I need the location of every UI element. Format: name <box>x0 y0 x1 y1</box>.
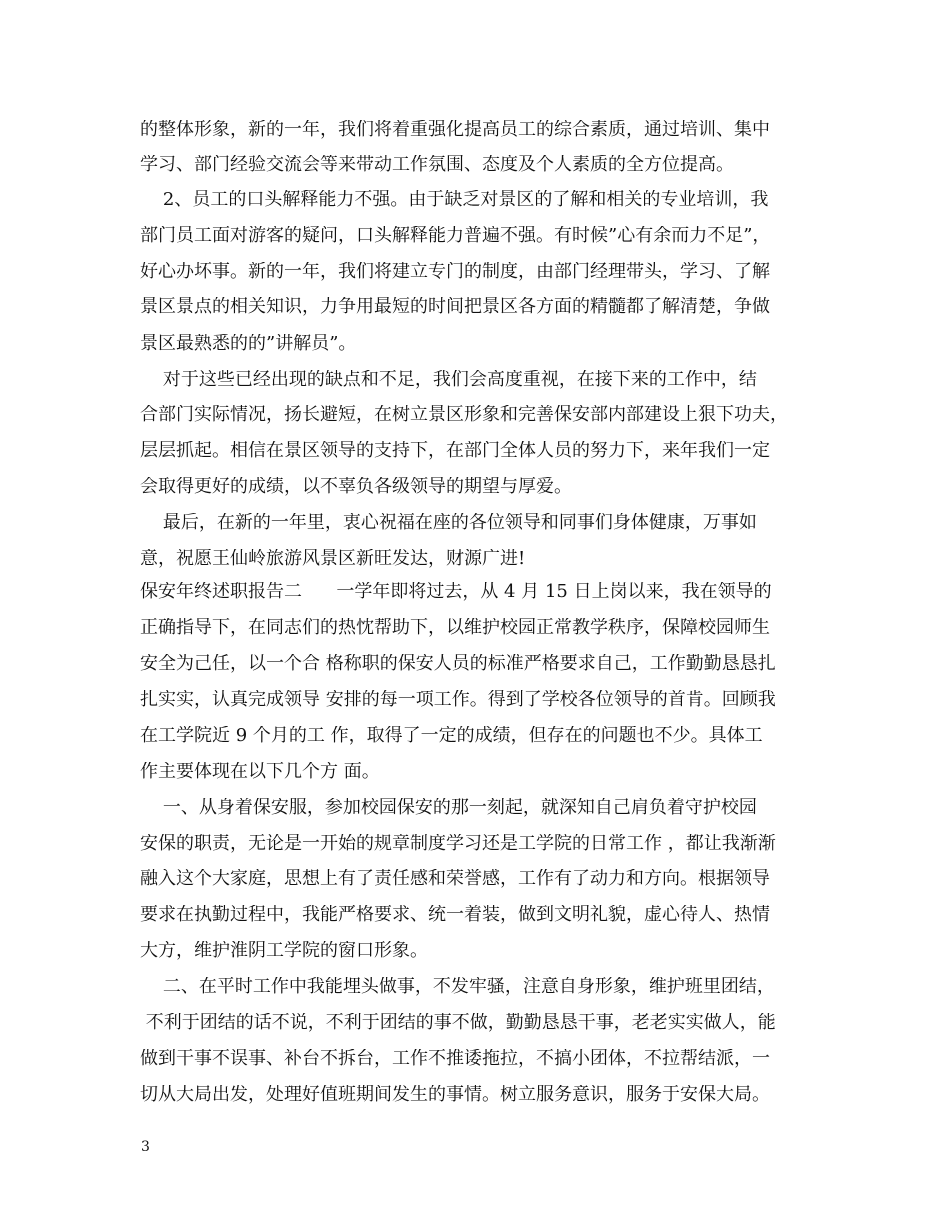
text-line: 2、员工的口头解释能力不强。由于缺乏对景区的了解和相关的专业培训，我 <box>140 190 769 210</box>
text-line: 安保的职责，无论是一开始的规章制度学习还是工学院的日常工作 ，都让我渐渐 <box>140 834 776 854</box>
text-line: 在工学院近 9 个月的工 作，取得了一定的成绩，但存在的问题也不少。具体工 <box>140 726 763 746</box>
text-line: 融入这个大家庭，思想上有了责任感和荣誉感，工作有了动力和方向。根据领导 <box>140 869 770 889</box>
text-line: 对于这些已经出现的缺点和不足，我们会高度重视，在接下来的工作中，结 <box>140 370 757 390</box>
text-line: 景区最熟悉的的”讲解员”。 <box>140 334 357 354</box>
text-line: 做到干事不误事、补台不拆台，工作不推诿拖拉，不搞小团体，不拉帮结派，一 <box>140 1049 770 1069</box>
text-line: 最后，在新的一年里，衷心祝福在座的各位领导和同事们身体健康，万事如 <box>140 513 757 533</box>
text-line: 层层抓起。相信在景区领导的支持下，在部门全体人员的努力下，来年我们一定 <box>140 441 770 461</box>
text-line: 大方，维护淮阴工学院的窗口形象。 <box>140 941 428 961</box>
text-line: 合部门实际情况，扬长避短，在树立景区形象和完善保安部内部建设上狠下功夫， <box>140 405 788 425</box>
text-line: 切从大局出发，处理好值班期间发生的事情。树立服务意识，服务于安保大局。 <box>140 1085 770 1105</box>
text-line: 会取得更好的成绩，以不辜负各级领导的期望与厚爱。 <box>140 477 572 497</box>
text-line: 好心办坏事。新的一年，我们将建立专门的制度，由部门经理带头，学习、了解 <box>140 262 770 282</box>
text-line: 作主要体现在以下几个方 面。 <box>140 762 380 782</box>
text-line: 部门员工面对游客的疑问，口头解释能力普遍不强。有时候”心有余而力不足”， <box>140 226 771 246</box>
text-line: 安全为己任，以一个合 格称职的保安人员的标准严格要求自己，工作勤勤恳恳扎 <box>140 654 776 674</box>
text-line: 不利于团结的话不说，不利于团结的事不做，勤勤恳恳干事，老老实实做人，能 <box>140 1013 776 1033</box>
text-line: 正确指导下，在同志们的热忱帮助下，以维护校园正常教学秩序，保障校园师生 <box>140 618 770 638</box>
text-line: 要求在执勤过程中，我能严格要求、统一着装，做到文明礼貌，虚心待人、热情 <box>140 905 770 925</box>
text-line: 意，祝愿王仙岭旅游风景区新旺发达，财源广进! <box>140 549 526 569</box>
text-line: 的整体形象，新的一年，我们将着重强化提高员工的综合素质，通过培训、集中 <box>140 120 770 140</box>
text-line: 一、从身着保安服，参加校园保安的那一刻起，就深知自己肩负着守护校园 <box>140 798 757 818</box>
page-number: 3 <box>141 1139 150 1155</box>
text-line: 景区景点的相关知识，力争用最短的时间把景区各方面的精髓都了解清楚，争做 <box>140 297 770 317</box>
text-line: 二、在平时工作中我能埋头做事，不发牢骚，注意自身形象，维护班里团结， <box>140 977 775 997</box>
text-line: 学习、部门经验交流会等来带动工作氛围、态度及个人素质的全方位提高。 <box>140 155 734 175</box>
text-line: 保安年终述职报告二 一学年即将过去，从 4 月 15 日上岗以来，我在领导的 <box>140 582 772 602</box>
text-line: 扎实实，认真完成领导 安排的每一项工作。得到了学校各位领导的首肯。回顾我 <box>140 690 776 710</box>
